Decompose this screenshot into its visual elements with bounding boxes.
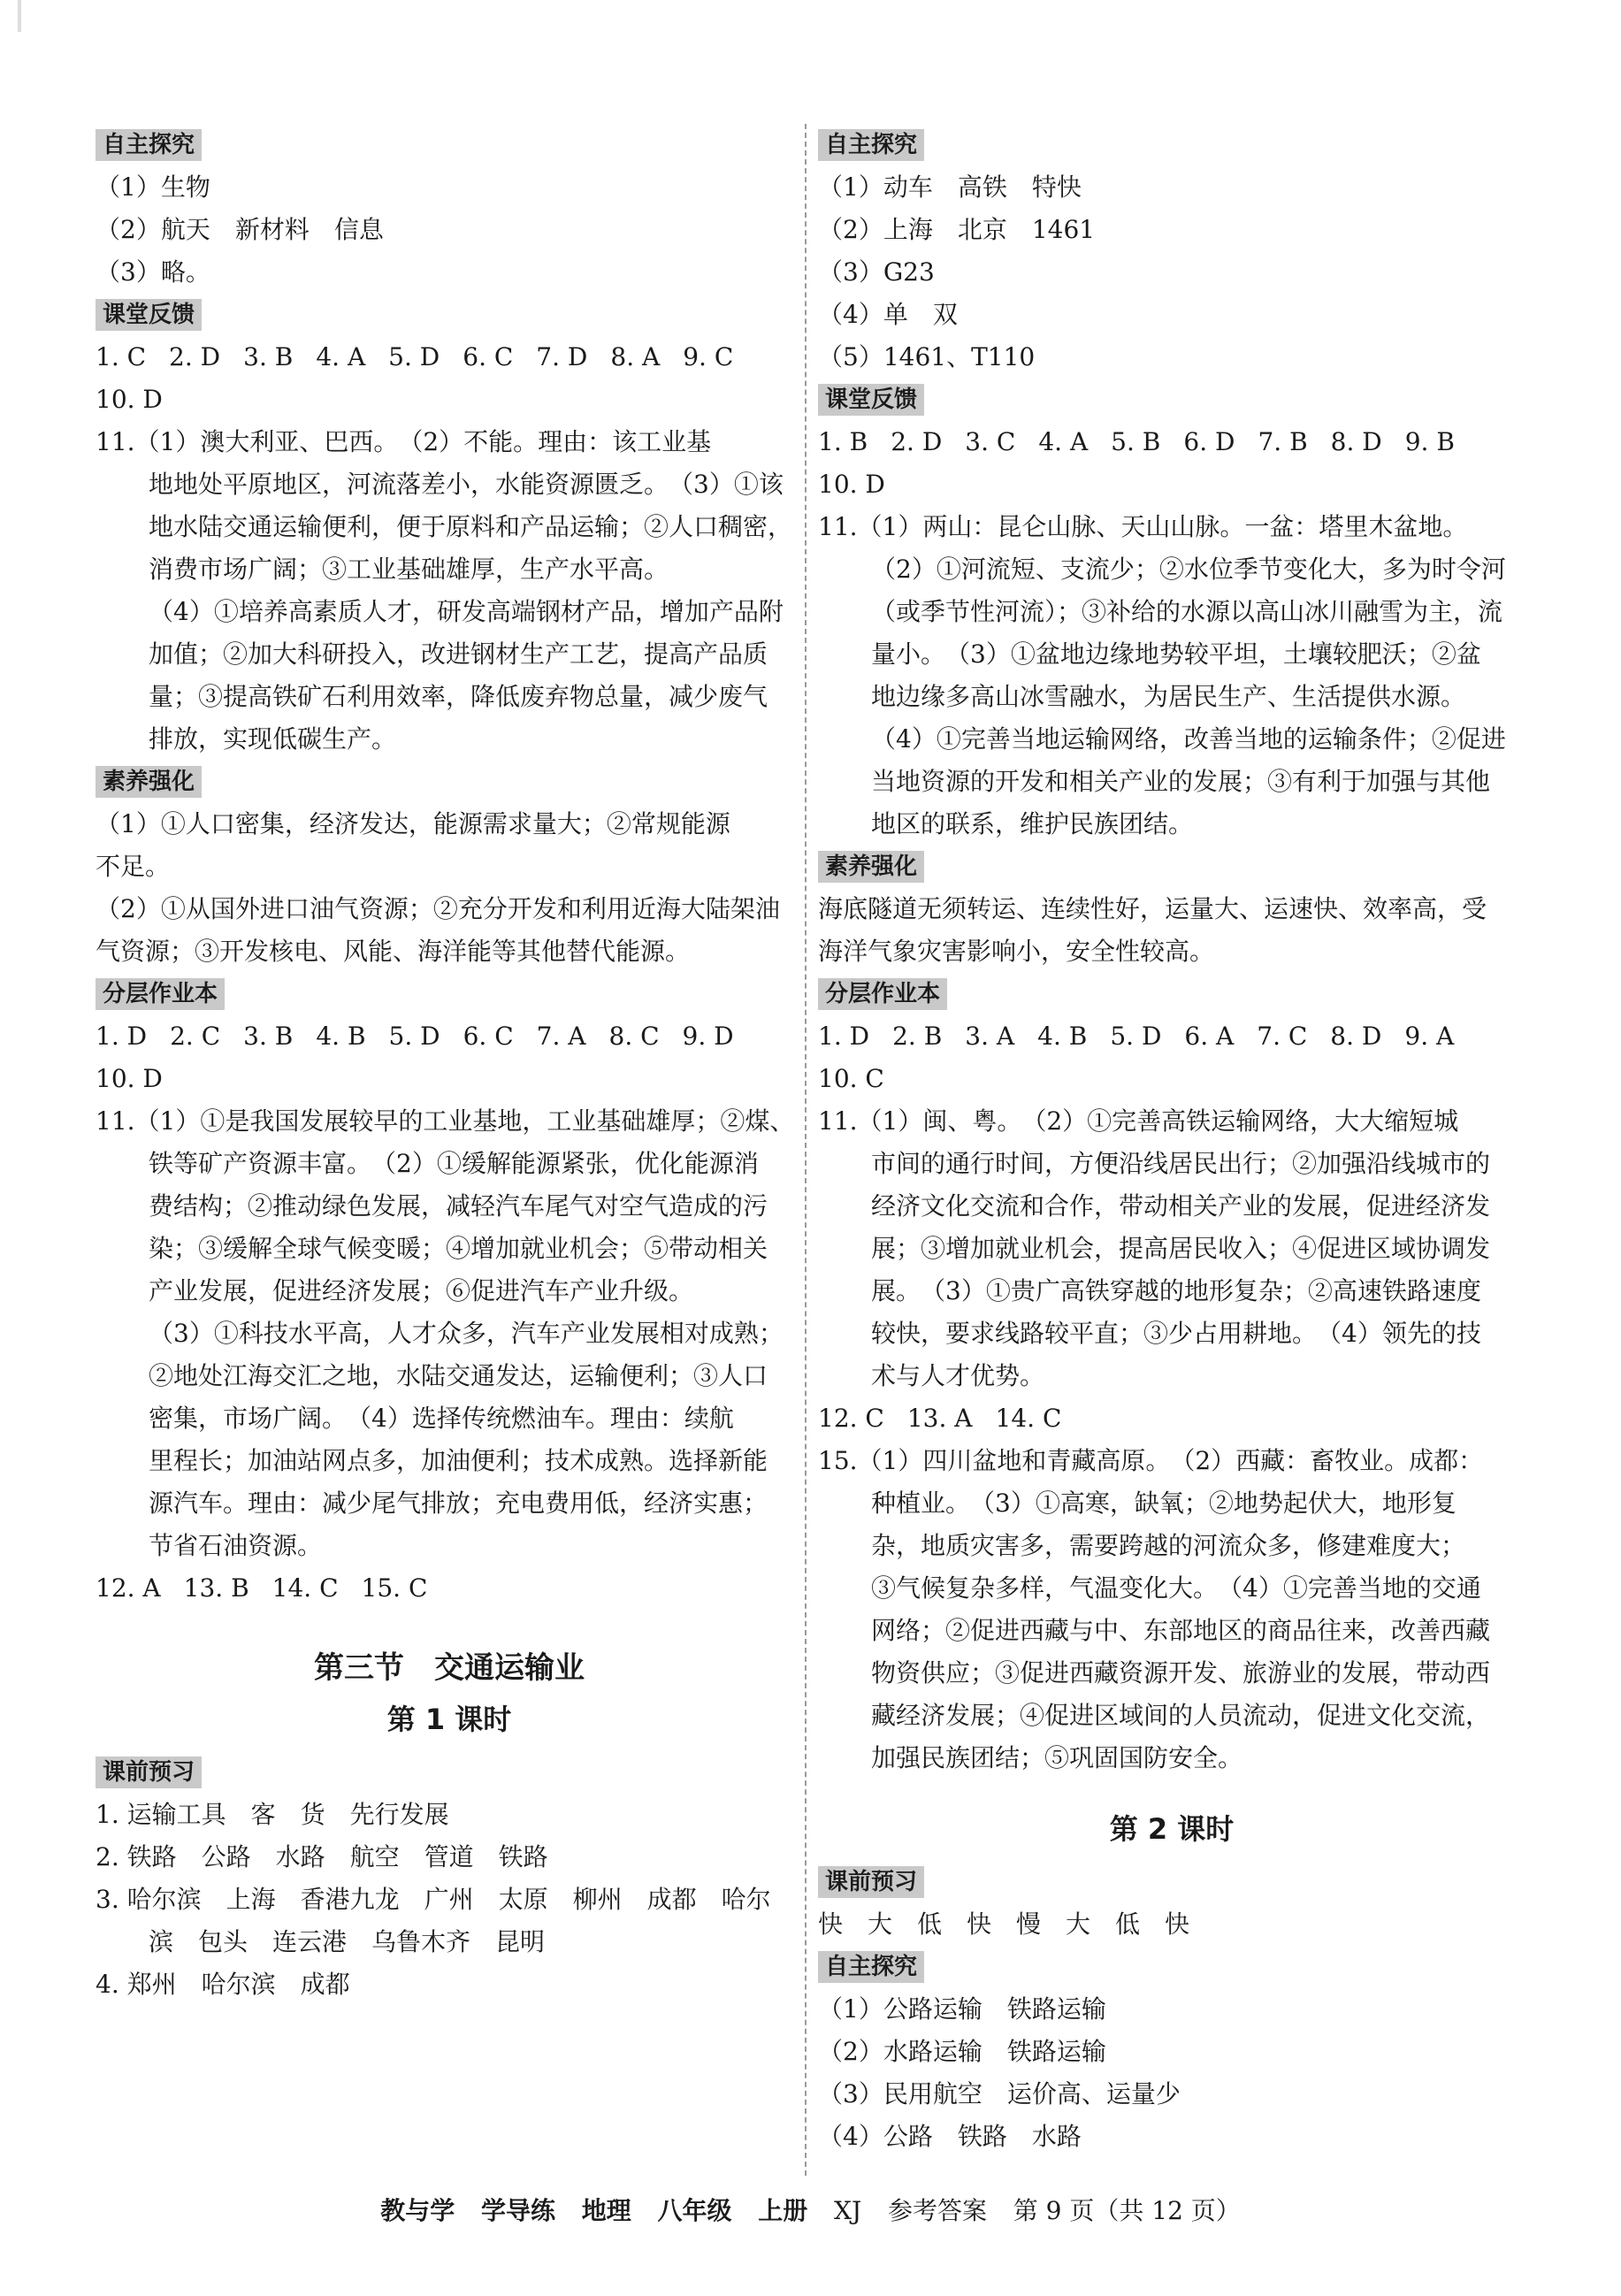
mc-answer: 15. C <box>361 1573 428 1603</box>
answer-line: 染；③缓解全球气候变暖；④增加就业机会；⑤带动相关 <box>149 1234 768 1263</box>
mc-answers-row <box>818 1015 1525 1058</box>
mc-answers-row <box>96 1015 803 1058</box>
mc-answer: 4. A <box>1038 427 1089 456</box>
answer-line: ③气候复杂多样，气温变化大。 （4）①完善当地的交通 <box>871 1573 1481 1603</box>
answer-line: 产业发展，促进经济发展；⑥促进汽车产业升级。 <box>149 1276 694 1305</box>
mc-answers-row <box>818 421 1525 463</box>
mc-answer: 2. D <box>169 342 221 371</box>
footer-subject: 地理 <box>581 2196 631 2225</box>
answer-line: 地边缘多高山冰雪融水，为居民生产、生活提供水源。 <box>871 682 1466 711</box>
mc-answer: 9. D <box>682 1022 734 1051</box>
answer-line: 11.（1）①是我国发展较早的工业基地，工业基础雄厚；②煤、 <box>96 1106 795 1136</box>
answer-line: （4）①完善当地运输网络，改善当地的运输条件；②促进 <box>871 724 1506 754</box>
mc-answers-row <box>818 1397 1525 1440</box>
answer-line: 气资源；③开发核电、风能、海洋能等其他替代能源。 <box>96 937 691 966</box>
answer-line: 4. 郑州 哈尔滨 成都 <box>96 1970 350 1999</box>
answer-line: （3）民用航空 运价高、运量少 <box>818 2079 1181 2108</box>
answer-line: （4）单 双 <box>818 300 958 329</box>
answer-line: 铁等矿产资源丰富。 （2）①缓解能源紧张，优化能源消 <box>149 1149 759 1178</box>
mc-answer: 8. D <box>1330 427 1382 456</box>
heading-keqian: 课前预习 <box>818 1866 924 1898</box>
heading-fenceng: 分层作业本 <box>818 978 947 1010</box>
answer-line: 11.（1）闽、粤。 （2）①完善高铁运输网络，大大缩短城 <box>818 1106 1459 1136</box>
answer-line: （或季节性河流）；③补给的水源以高山冰川融雪为主，流 <box>871 597 1503 626</box>
answer-line: （1）生物 <box>96 172 210 202</box>
answer-line: （3）G23 <box>818 257 935 287</box>
answer-line: 节省石油资源。 <box>149 1531 323 1560</box>
footer-edition: XJ <box>834 2196 862 2225</box>
right-column <box>818 124 1525 2158</box>
mc-answer: 14. C <box>995 1404 1062 1433</box>
mc-answers-row <box>96 1567 803 1610</box>
mc-answer: 13. A <box>906 1404 973 1433</box>
mc-answer: 9. C <box>683 342 734 371</box>
mc-answer: 2. C <box>170 1022 221 1051</box>
mc-answer: 6. C <box>463 1022 514 1051</box>
mc-answer: 13. B <box>183 1573 249 1603</box>
footer-page: 第 9 页（共 12 页） <box>1013 2196 1241 2225</box>
answer-line: ②地处江海交汇之地，水陆交通发达，运输便利；③人口 <box>149 1361 768 1390</box>
answer-line: 展；③增加就业机会，提高居民收入；④促进区域协调发 <box>871 1234 1491 1263</box>
section-title: 第三节 交通运输业 <box>314 1650 585 1686</box>
mc-answer: 12. A <box>96 1573 161 1603</box>
answer-line: （4）①培养高素质人才，研发高端钢材产品，增加产品附 <box>149 597 784 626</box>
answer-line: 经济文化交流和合作，带动相关产业的发展，促进经济发 <box>871 1191 1491 1221</box>
mc-answer: 9. B <box>1404 427 1455 456</box>
mc-answer: 10. D <box>818 470 885 499</box>
mc-answers-row <box>96 336 803 379</box>
answer-line: 海洋气象灾害影响小，安全性较高。 <box>818 937 1215 966</box>
footer-series: 学导练 <box>480 2196 555 2225</box>
mc-answer: 10. C <box>818 1064 884 1093</box>
answer-line: 11.（1）澳大利亚、巴西。 （2）不能。理由：该工业基 <box>96 427 712 456</box>
mc-answer: 3. B <box>243 342 294 371</box>
mc-answer: 6. C <box>463 342 514 371</box>
mc-answer: 7. C <box>1257 1022 1308 1051</box>
mc-answer: 5. D <box>388 342 440 371</box>
mc-answer: 2. D <box>891 427 943 456</box>
answer-line: 种植业。 （3）①高寒，缺氧；②地势起伏大，地形复 <box>871 1489 1457 1518</box>
answer-line: 市间的通行时间，方便沿线居民出行；②加强沿线城市的 <box>871 1149 1491 1178</box>
mc-answer: 5. D <box>388 1022 440 1051</box>
answer-line: 术与人才优势。 <box>871 1361 1045 1390</box>
left-column <box>96 124 803 2006</box>
lesson-title: 第 1 课时 <box>386 1703 512 1736</box>
answer-line: 排放，实现低碳生产。 <box>149 724 397 754</box>
answer-line: 地地处平原地区，河流落差小，水能资源匮乏。 （3）①该 <box>149 470 784 499</box>
mc-answer: 3. A <box>965 1022 1015 1051</box>
answer-line: （1）动车 高铁 特快 <box>818 172 1082 202</box>
column-divider <box>805 124 807 2176</box>
mc-answer: 6. A <box>1184 1022 1235 1051</box>
mc-answer: 7. B <box>1258 427 1308 456</box>
answer-line: 加值；②加大科研投入，改进钢材生产工艺，提高产品质 <box>149 639 768 669</box>
mc-answer: 8. D <box>1330 1022 1382 1051</box>
heading-fenceng: 分层作业本 <box>96 978 225 1010</box>
mc-answer: 3. B <box>243 1022 294 1051</box>
mc-answer: 6. D <box>1183 427 1235 456</box>
heading-ketang: 课堂反馈 <box>96 299 202 331</box>
mc-answer: 5. B <box>1111 427 1161 456</box>
answer-line: （3）略。 <box>96 257 210 287</box>
answer-line: （3）①科技水平高，人才众多，汽车产业发展相对成熟； <box>149 1319 784 1348</box>
answer-line: （1）①人口密集，经济发达，能源需求量大；②常规能源 <box>96 809 730 838</box>
mc-answer: 14. C <box>271 1573 339 1603</box>
answer-line: 藏经济发展；④促进区域间的人员流动，促进文化交流， <box>871 1701 1491 1730</box>
mc-answer: 1. D <box>818 1022 870 1051</box>
answer-line: （1）公路运输 铁路运输 <box>818 1994 1106 2024</box>
mc-answer: 10. D <box>96 1064 163 1093</box>
mc-answer: 5. D <box>1110 1022 1162 1051</box>
footer-book: 教与学 <box>380 2196 455 2225</box>
mc-answer: 12. C <box>818 1404 884 1433</box>
answer-line: 3. 哈尔滨 上海 香港九龙 广州 太原 柳州 成都 哈尔 <box>96 1885 771 1914</box>
heading-suyang: 素养强化 <box>96 766 202 798</box>
answer-line: 费结构；②推动绿色发展，减轻汽车尾气对空气造成的污 <box>149 1191 768 1221</box>
answer-line: （2）①河流短、支流少；②水位季节变化大，多为时令河 <box>871 555 1506 584</box>
heading-zizhu: 自主探究 <box>818 129 924 161</box>
answer-line: 滨 包头 连云港 乌鲁木齐 昆明 <box>149 1927 546 1956</box>
heading-zizhu: 自主探究 <box>818 1951 924 1983</box>
heading-keqian: 课前预习 <box>96 1756 202 1788</box>
answer-line: （4）公路 铁路 水路 <box>818 2122 1082 2151</box>
mc-answer: 10. D <box>96 385 163 414</box>
answer-line: 快 大 低 快 慢 大 低 快 <box>818 1910 1190 1939</box>
answer-line: 地水陆交通运输便利，便于原料和产品运输；②人口稠密， <box>149 512 793 541</box>
mc-answer: 9. A <box>1404 1022 1455 1051</box>
answer-line: 2. 铁路 公路 水路 航空 管道 铁路 <box>96 1842 548 1871</box>
page-edge-mark <box>18 0 21 32</box>
mc-answer: 4. B <box>1037 1022 1088 1051</box>
answer-line: 加强民族团结；⑤巩固国防安全。 <box>871 1743 1243 1772</box>
answer-line: 量；③提高铁矿石利用效率，降低废弃物总量，减少废气 <box>149 682 768 711</box>
footer-volume: 上册 <box>758 2196 808 2225</box>
mc-answer: 3. C <box>965 427 1016 456</box>
answer-line: 展。 （3）①贵广高铁穿越的地形复杂；②高速铁路速度 <box>871 1276 1481 1305</box>
answer-line: 杂，地质灾害多，需要跨越的河流众多，修建难度大； <box>871 1531 1466 1560</box>
heading-zizhu: 自主探究 <box>96 129 202 161</box>
answer-line: 密集，市场广阔。 （4）选择传统燃油车。理由：续航 <box>149 1404 734 1433</box>
mc-answer: 8. A <box>610 342 661 371</box>
answer-line: （2）航天 新材料 信息 <box>96 215 384 244</box>
answer-line: 里程长；加油站网点多，加油便利；技术成熟。选择新能 <box>149 1446 768 1475</box>
lesson-title: 第 2 课时 <box>1109 1812 1235 1846</box>
answer-line: （2）上海 北京 1461 <box>818 215 1096 244</box>
answer-line: 较快，要求线路较平直；③少占用耕地。 （4）领先的技 <box>871 1319 1481 1348</box>
page-footer <box>0 2193 1621 2229</box>
answer-line: （2）①从国外进口油气资源；②充分开发和利用近海大陆架油 <box>96 894 780 923</box>
answer-line: （2）水路运输 铁路运输 <box>818 2037 1106 2066</box>
answer-line: 不足。 <box>96 852 171 881</box>
footer-label: 参考答案 <box>887 2196 987 2225</box>
answer-line: 量小。 （3）①盆地边缘地势较平坦，土壤较肥沃；②盆 <box>871 639 1481 669</box>
answer-line: 地区的联系，维护民族团结。 <box>871 809 1194 838</box>
mc-answer: 7. D <box>536 342 588 371</box>
mc-answer: 1. C <box>96 342 147 371</box>
heading-ketang: 课堂反馈 <box>818 384 924 416</box>
answer-line: 源汽车。理由：减少尾气排放；充电费用低，经济实惠； <box>149 1489 768 1518</box>
answer-line: （5）1461、T110 <box>818 342 1036 371</box>
answer-line: 当地资源的开发和相关产业的发展；③有利于加强与其他 <box>871 767 1491 796</box>
mc-answer: 1. B <box>818 427 868 456</box>
mc-answer: 2. B <box>892 1022 943 1051</box>
answer-line: 15.（1）四川盆地和青藏高原。 （2）西藏：畜牧业。成都： <box>818 1446 1484 1475</box>
mc-answer: 4. B <box>316 1022 366 1051</box>
answer-line: 11.（1）两山：昆仑山脉、天山山脉。一盆：塔里木盆地。 <box>818 512 1468 541</box>
answer-line: 1. 运输工具 客 货 先行发展 <box>96 1800 449 1829</box>
mc-answer: 4. A <box>316 342 366 371</box>
mc-answer: 1. D <box>96 1022 148 1051</box>
mc-answer: 7. A <box>536 1022 586 1051</box>
answer-line: 海底隧道无须转运、连续性好，运量大、运速快、效率高，受 <box>818 894 1487 923</box>
answer-line: 网络；②促进西藏与中、东部地区的商品往来，改善西藏 <box>871 1616 1491 1645</box>
heading-suyang: 素养强化 <box>818 851 924 883</box>
answer-line: 消费市场广阔；③工业基础雄厚，生产水平高。 <box>149 555 669 584</box>
mc-answer: 8. C <box>608 1022 660 1051</box>
footer-grade: 八年级 <box>657 2196 732 2225</box>
answer-line: 物资供应；③促进西藏资源开发、旅游业的发展，带动西 <box>871 1658 1491 1688</box>
